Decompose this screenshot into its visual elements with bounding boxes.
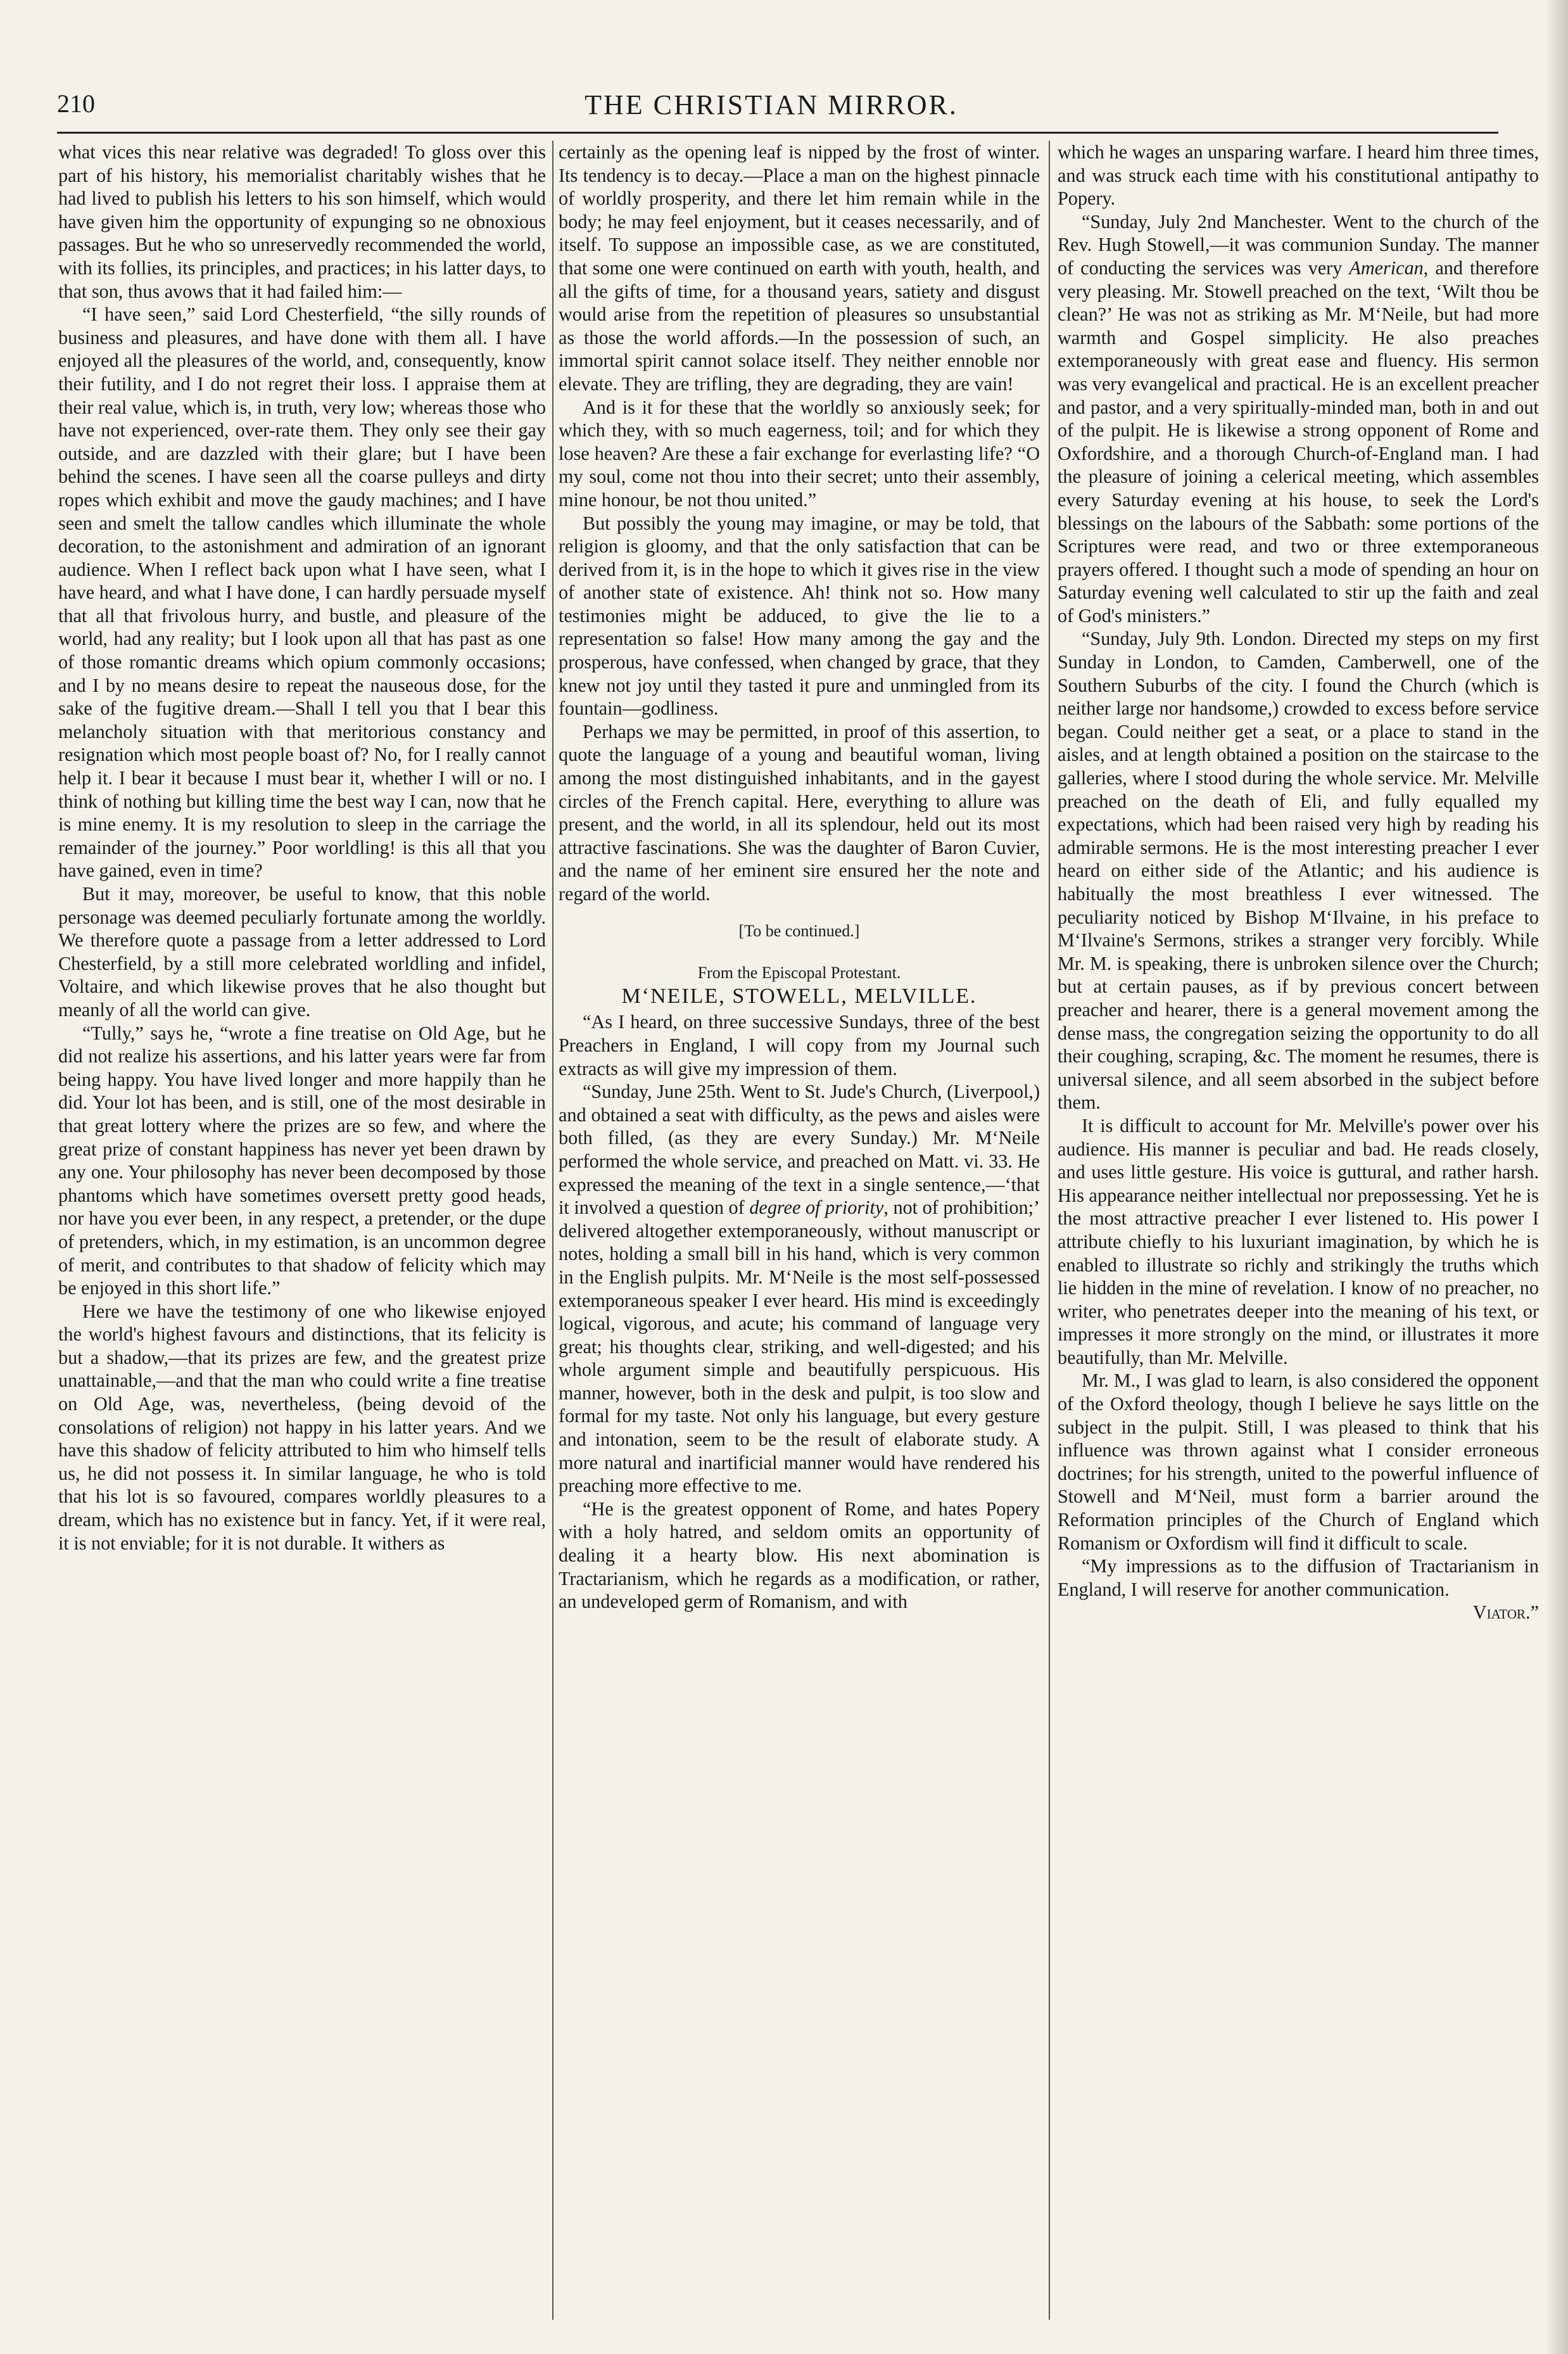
- paragraph: what vices this near relative was degraded! To gloss over this part of his history, his memorialist charitably wishes that he had lived to publish his letters to his son himself, which would have given him the opportunity of expunging so ne obnoxious passages. But he who so unreservedly recommended the world, with its follies, its principles, and practices; in his latter days, to that son, thus avows that it had failed him:—: [58, 141, 546, 302]
- paragraph: “Tully,” says he, “wrote a fine treatise on Old Age, but he did not realize his assertions, and his latter years were far from being happy. You have lived longer and more happily than he did. Your lot has been, and is still, one of the most desirable in that great lottery where the prizes are so few, and where the great prize of constant happiness has never yet been drawn by any one. Your philosophy has never been decomposed by those phantoms which have sometimes oversett pretty good heads, nor have you ever been, in any respect, a pretender, or the dupe of pretenders, which, in my estimation, is an uncommon degree of merit, and contributes to that shadow of felicity which may be enjoyed in this short life.”: [58, 1022, 546, 1299]
- paragraph: “He is the greatest opponent of Rome, and hates Popery with a holy hatred, and seldom omits an opportunity of dealing it a hearty blow. His next abomination is Tractarianism, which he regards as a modification, or rather, an undeveloped germ of Romanism, and with: [559, 1498, 1040, 1613]
- source-line: From the Episcopal Protestant.: [697, 964, 901, 983]
- to-be-continued-note: [To be continued.]: [738, 921, 860, 940]
- italic-text: degree of priority: [749, 1197, 884, 1219]
- paragraph: Perhaps we may be permitted, in proof of this assertion, to quote the language of a young and beautiful woman, living among the most distinguished inhabitants, and in the gayest circles of the French capital. Here, everything to allure was present, and the world, in all its splendour, held out its most attractive fascinations. She was the daughter of Baron Cuvier, and the name of her eminent sire ensured her the note and regard of the world.: [559, 720, 1040, 905]
- header-rule: [57, 132, 1498, 134]
- paragraph: “I have seen,” said Lord Chesterfield, “the silly rounds of business and pleasures, and have done with them all. I have enjoyed all the pleasures of the world, and, consequently, know their futility, and I do not regret their loss. I appraise them at their real value, which is, in truth, very low; whereas those who have not experienced, over-rate them. They only see their gay outside, and are dazzled with their glare; but I have been behind the scenes. I have seen all the coarse pulleys and dirty ropes which exhibit and move the gaudy machines; and I have seen and smelt the tallow candles which illuminate the whole decoration, to the astonishment and admiration of an ignorant audience. When I reflect back upon what I have seen, what I have heard, and what I have done, I can hardly persuade myself that all that frivolous hurry, and bustle, and pleasure of the world, had any reality; but I look upon all that has past as one of those romantic dreams which opium commonly occasions; and I by no means desire to repeat the nauseous dose, for the sake of the fugitive dream.—Shall I tell you that I bear this melancholy situation with that meritorious constancy and resignation which most people boast of? No, for I really cannot help it. I bear it because I must bear it, whether I will or no. I think of nothing but killing time the best way I can, now that he is mine enemy. It is my resolution to sleep in the carriage the remainder of the journey.” Poor worldling! is this all that you have gained, even in time?: [58, 303, 546, 882]
- column-divider: [1049, 141, 1050, 2320]
- paragraph: And is it for these that the worldly so anxiously seek; for which they, with so much eagerness, toil; and for which they lose heaven? Are these a fair exchange for everlasting life? “O my soul, come not thou into their secret; unto their assembly, mine honour, be not thou united.”: [559, 396, 1040, 511]
- paragraph: Mr. M., I was glad to learn, is also considered the opponent of the Oxford theology, though I believe he says little on the subject in the pulpit. Still, I was pleased to think that his influence was thrown against what I consider erroneous doctrines; for his strength, united to the powerful influence of Stowell and M‘Neil, must form a barrier around the Reformation principles of the Church of England which Romanism or Oxfordism will find it difficult to scale.: [1058, 1370, 1539, 1554]
- italic-text: American: [1349, 257, 1424, 279]
- paragraph: [1058, 210, 1539, 628]
- column-divider: [552, 141, 553, 2320]
- scan-edge-shadow: [1545, 0, 1568, 2354]
- text-run: , and therefore very pleasing. Mr. Stowell preached on the text, ‘Wilt thou be clean?’ He was not as striking as Mr. M‘Neile, but had more warmth and Gospel simplicity. He also preaches extemporaneously with great ease and fluency. His sermon was very evangelical and practical. He is an excellent preacher and pastor, and a very spiritually-minded man, both in and out of the pulpit. He is likewise a strong opponent of Rome and Oxfordshire, and a thorough Church-of-England man. I had the pleasure of joining a celerical meeting, which assembles every Saturday evening at his house, to seek the Lord's blessings on the labours of the Sabbath: some portions of the Scriptures were read, and two or three extemporaneous prayers offered. I thought such a mode of spending an hour on Saturday evening well calculated to stir up the faith and zeal of God's ministers.”: [1058, 257, 1539, 627]
- column-2: [559, 141, 1040, 2320]
- paragraph: [559, 1080, 1040, 1498]
- column-3: [1058, 141, 1539, 2320]
- page-header: [57, 89, 1486, 127]
- paragraph: certainly as the opening leaf is nipped by the frost of winter. Its tendency is to decay.—Place a man on the highest pinnacle of worldly prosperity, and there let him remain while in the body; he may feel enjoyment, but it ceases necessarily, and of itself. To suppose an impossible case, as we are constituted, that some one were continued on earth with youth, health, and all the gifts of time, for a thousand years, satiety and disgust would arise from the repetition of pleasures so unsubstantial as those the world affords.—In the possession of such, an immortal spirit cannot solace itself. They neither ennoble nor elevate. They are trifling, they are degrading, they are vain!: [559, 141, 1040, 395]
- paragraph: But possibly the young may imagine, or may be told, that religion is gloomy, and that the only satisfaction that can be derived from it, is in the hope to which it gives rise in the view of another state of existence. Ah! think not so. How many testimonies might be adduced, to give the lie to a representation so false! How many among the gay and the prosperous, have confessed, when changed by grace, that they knew not joy until they tasted it pure and unmingled from its fountain—godliness.: [559, 512, 1040, 720]
- text-run: , not of prohibition;’ delivered altogether extemporaneously, without manuscript or notes, holding a small bill in his hand, which is very common in the English pulpits. Mr. M‘Neile is the most self-possessed extemporaneous speaker I ever heard. His mind is exceedingly logical, vigorous, and acute; his command of language very great; his thoughts clear, striking, and well-digested; and his whole argument simple and beautifully perspicuous. His manner, however, both in the desk and pulpit, is too slow and formal for my taste. Not only his language, but every gesture and intonation, seem to be the result of elaborate study. A more natural and inartificial manner would have rendered his preaching more effective to me.: [559, 1197, 1040, 1497]
- article-headline: M‘NEILE, STOWELL, MELVILLE.: [621, 984, 977, 1008]
- paragraph: “My impressions as to the diffusion of Tractarianism in England, I will reserve for another communication.: [1058, 1555, 1539, 1600]
- paragraph: Here we have the testimony of one who likewise enjoyed the world's highest favours and distinctions, that its felicity is but a shadow,—that its prizes are few, and the greatest prize unattainable,—and that the man who could write a fine treatise on Old Age, was, nevertheless, (being devoid of the consolations of religion) not happy in his latter years. And we have this shadow of felicity attributed to him who himself tells us, he did not possess it. In similar language, he who is told that his lot is so favoured, compares worldly pleasures to a dream, which has no existence but in fancy. Yet, if it were real, it is not enviable; for it is not durable. It withers as: [58, 1300, 546, 1554]
- text-run: “Sunday, June 25th. Went to St. Jude's Church, (Liverpool,) and obtained a seat with difficulty, as the pews and aisles were both filled, (as they are every Sunday.) Mr. M‘Neile performed the whole service, and preached on Matt. vi. 33. He expressed the meaning of the text in a single sentence,—‘that it involved a question of: [559, 1081, 1040, 1219]
- paragraph: But it may, moreover, be useful to know, that this noble personage was deemed peculiarly fortunate among the worldly. We therefore quote a passage from a letter addressed to Lord Chesterfield, by a still more celebrated worldling and infidel, Voltaire, and which likewise proves that he also thought but meanly of all the world can give.: [58, 883, 546, 1021]
- paragraph: which he wages an unsparing warfare. I heard him three times, and was struck each time with his constitutional antipathy to Popery.: [1058, 141, 1539, 210]
- paragraph: It is difficult to account for Mr. Melville's power over his audience. His manner is peculiar and bad. He reads closely, and uses little gesture. His voice is guttural, and rather harsh. His appearance neither intellectual nor prepossessing. Yet he is the most attractive preacher I ever listened to. His power I attribute chiefly to his luxuriant imagination, by which he is enabled to illustrate so richly and strikingly the truths which lie hidden in the mine of revelation. I know of no preacher, no writer, who penetrates deeper into the meaning of his text, or impresses it more strongly on the mind, or illustrates it more beautifully, than Mr. Melville.: [1058, 1114, 1539, 1368]
- running-title: THE CHRISTIAN MIRROR.: [585, 89, 958, 120]
- paragraph: “Sunday, July 9th. London. Directed my steps on my first Sunday in London, to Camden, Camberwell, one of the Southern Suburbs of the city. I found the Church (which is neither large nor handsome,) crowded to excess before service began. Could neither get a seat, or a place to stand in the aisles, and at length obtained a position on the staircase to the galleries, where I stood during the whole service. Mr. Melville preached on the death of Eli, and fully equalled my expectations, which had been raised very high by reading his admirable sermons. He is the most interesting preacher I ever heard on either side of the Atlantic; and his audience is habitually the most breathless I ever witnessed. The peculiarity noticed by Bishop M‘Ilvaine, in his preface to M‘Ilvaine's Sermons, strikes a stranger very forcibly. While Mr. M. is speaking, there is unbroken silence over the Church; but at certain pauses, as if by previous concert between preacher and hearer, there is a general movement among the dense mass, the congregation seizing the opportunity to do all their coughing, scraping, &c. The moment he resumes, there is universal silence, and all seem absorbed in the subject before them.: [1058, 628, 1539, 1114]
- column-1: [58, 141, 546, 2320]
- text-run: “Sunday, July 2nd Manchester. Went to the church of the Rev. Hugh Stowell,—it was communion Sunday. The manner of conducting the services was very: [1058, 210, 1539, 279]
- page-number: 210: [57, 89, 95, 118]
- signature: Viator.”: [1472, 1601, 1539, 1624]
- paragraph: “As I heard, on three successive Sundays, three of the best Preachers in England, I will copy from my Journal such extracts as will give my impression of them.: [559, 1011, 1040, 1079]
